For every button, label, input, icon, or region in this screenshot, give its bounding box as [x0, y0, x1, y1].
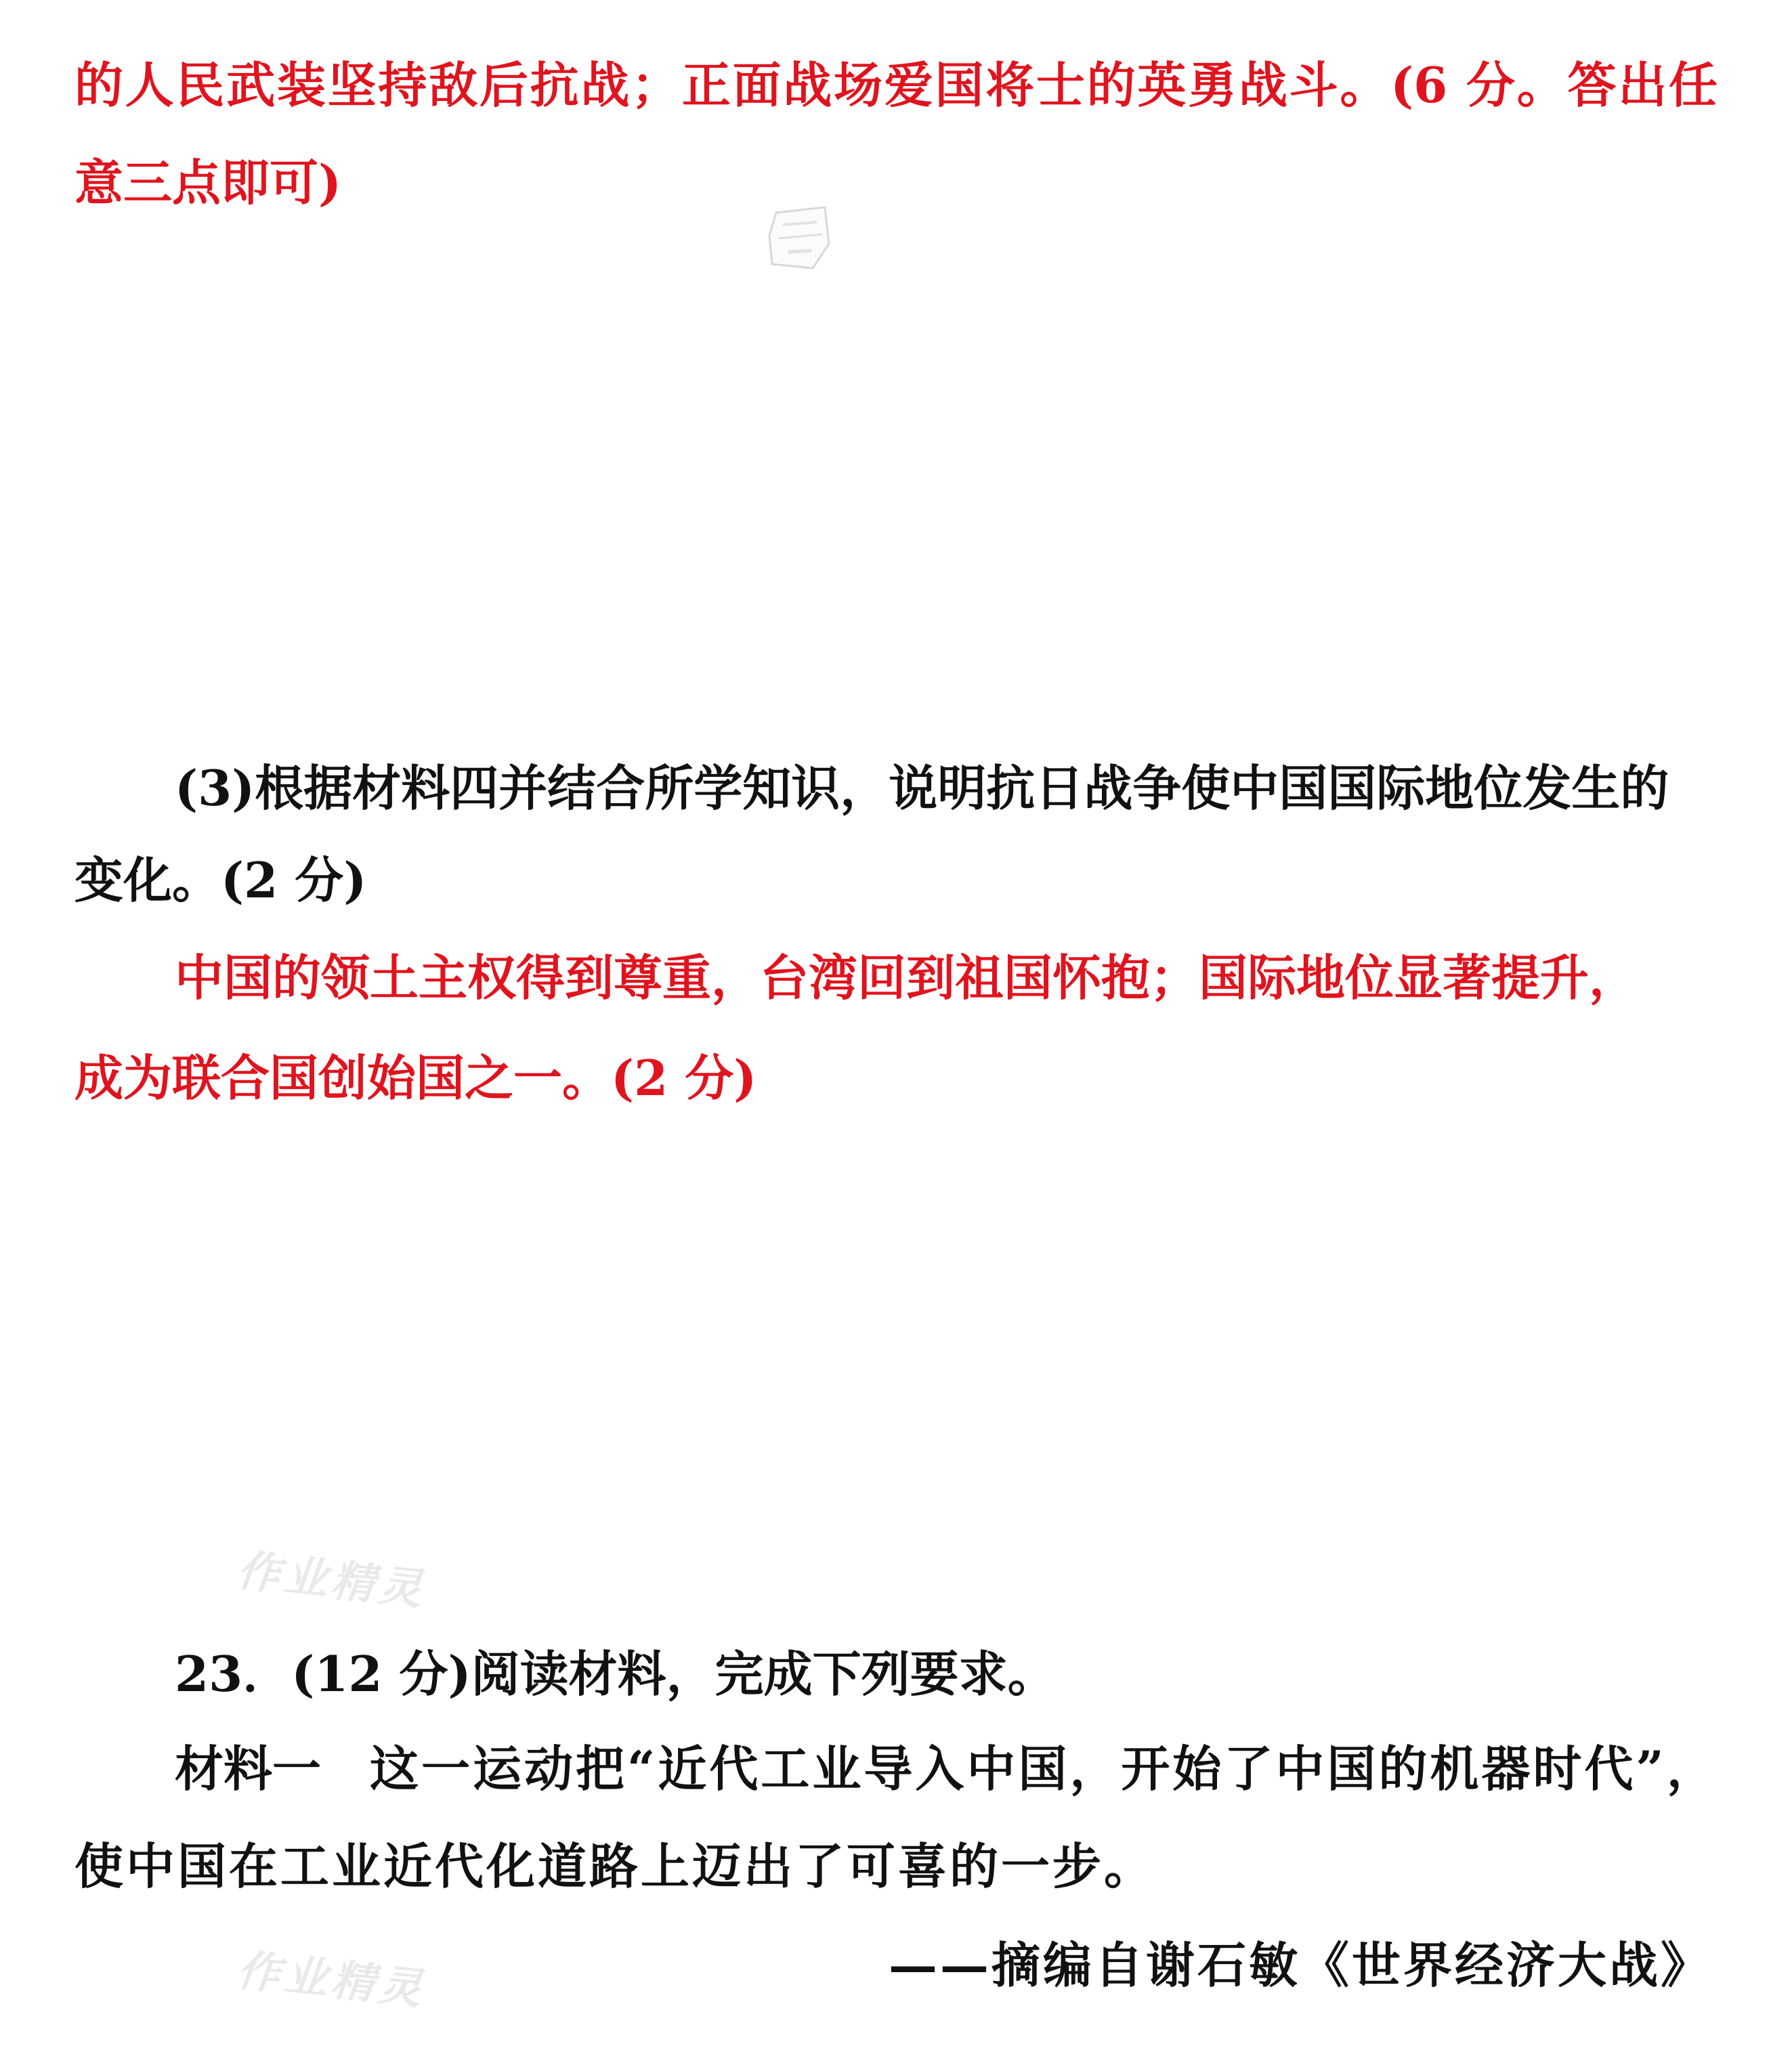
material-1-label: 材料一: [175, 1740, 322, 1797]
question-3-line-1: (3)根据材料四并结合所学知识，说明抗日战争使中国国际地位发生的: [175, 759, 1669, 817]
answer-2-line-1: 的人民武装坚持敌后抗战；正面战场爱国将士的英勇战斗。(6 分。答出任: [74, 56, 1718, 114]
answer-3-line-1: 中国的领土主权得到尊重，台湾回到祖国怀抱；国际地位显著提升，: [175, 949, 1638, 1006]
answer-2-line-2: 意三点即可): [74, 154, 342, 211]
watermark-2: 作业精灵: [234, 1945, 429, 2015]
material-1-source: ——摘编自谢石敏《世界经济大战》: [888, 1936, 1712, 1994]
question-23-header: 23．(12 分)阅读材料，完成下列要求。: [175, 1645, 1057, 1703]
homework-genie-seal-icon: [763, 200, 838, 276]
question-3-line-2: 变化。(2 分): [74, 851, 367, 909]
watermark-1: 作业精灵: [234, 1545, 429, 1616]
material-1-line-1: [175, 1739, 1718, 1799]
material-1-text-1: 这一运动把“近代工业导入中国，开始了中国的机器时代”，: [370, 1740, 1718, 1797]
material-1-line-2: 使中国在工业近代化道路上迈出了可喜的一步。: [74, 1837, 1156, 1895]
answer-3-line-2: 成为联合国创始国之一。(2 分): [74, 1049, 757, 1107]
